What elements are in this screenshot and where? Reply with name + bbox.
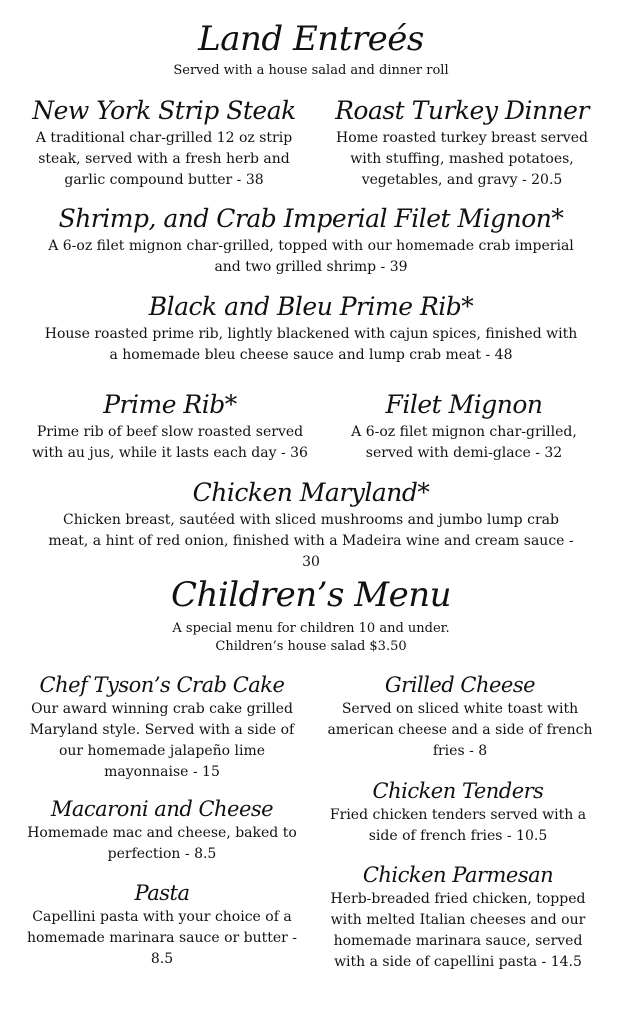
menu-item-chicken-tenders	[316, 780, 600, 847]
item-name: New York Strip Steak	[32, 96, 296, 125]
item-desc: Fried chicken tenders served with a side of french fries - 10.5	[329, 807, 587, 845]
item-name: Macaroni and Cheese	[50, 797, 274, 821]
menu-item-pasta	[24, 882, 300, 970]
menu-item-chicken-maryland	[24, 480, 598, 573]
children-section-header	[0, 575, 622, 656]
item-desc: Capellini pasta with your choice of a homemade marinara sauce or butter - 8.5	[26, 909, 298, 968]
item-name: Chicken Maryland*	[192, 478, 430, 507]
item-name: Prime Rib*	[103, 390, 237, 419]
item-desc: Prime rib of beef slow roasted served with au jus, while it lasts each day - 36	[32, 424, 308, 462]
item-name: Roast Turkey Dinner	[335, 96, 589, 125]
land-section-header	[0, 19, 622, 80]
land-title: Land Entreés	[198, 19, 424, 59]
menu-item-filet-mignon	[344, 392, 584, 464]
item-desc: A 6-oz filet mignon char-grilled, served with demi-glace - 32	[351, 424, 577, 462]
item-name: Grilled Cheese	[384, 673, 536, 697]
item-desc: Chicken breast, sautéed with sliced mushrooms and jumbo lump crab meat, a hint of red onion, finished with a Madeira wine and cream sauce - 30	[48, 512, 574, 571]
menu-item-black-bleu-prime-rib	[24, 294, 598, 366]
menu-item-mac-cheese	[24, 798, 300, 865]
item-name: Chicken Parmesan	[362, 863, 554, 887]
menu-item-chicken-parmesan	[316, 864, 600, 973]
item-desc: Herb-breaded fried chicken, topped with melted Italian cheeses and our homemade marinara sauce, served with a side of capellini pasta - 14.5	[330, 891, 586, 971]
menu-item-roast-turkey	[326, 98, 598, 191]
land-subtitle: Served with a house salad and dinner roll	[173, 62, 449, 78]
item-name: Chicken Tenders	[372, 779, 544, 803]
item-desc: Home roasted turkey breast served with stuffing, mashed potatoes, vegetables, and gravy - 20.5	[336, 130, 588, 189]
item-desc: A traditional char-grilled 12 oz strip steak, served with a fresh herb and garlic compound butter - 38	[35, 130, 293, 189]
menu-item-prime-rib	[30, 392, 310, 464]
item-desc: A 6-oz filet mignon char-grilled, topped with our homemade crab imperial and two grilled shrimp - 39	[48, 238, 574, 276]
menu-item-grilled-cheese	[322, 674, 598, 762]
menu-item-crab-cake	[24, 674, 300, 783]
item-desc: Served on sliced white toast with american cheese and a side of french fries - 8	[327, 701, 593, 760]
item-desc: Our award winning crab cake grilled Maryland style. Served with a side of our homemade jalapeño lime mayonnaise - 15	[29, 701, 295, 781]
children-subtitle-1: A special menu for children 10 and under.	[172, 620, 450, 636]
item-name: Filet Mignon	[385, 390, 543, 419]
item-name: Chef Tyson’s Crab Cake	[39, 673, 285, 697]
item-desc: House roasted prime rib, lightly blackened with cajun spices, finished with a homemade bleu cheese sauce and lump crab meat - 48	[44, 326, 578, 364]
item-name: Pasta	[134, 881, 190, 905]
item-name: Shrimp, and Crab Imperial Filet Mignon*	[58, 204, 564, 233]
children-subtitle-2: Children’s house salad $3.50	[215, 638, 407, 654]
menu-item-shrimp-crab-filet	[24, 206, 598, 278]
item-name: Black and Bleu Prime Rib*	[148, 292, 474, 321]
menu-item-ny-strip	[28, 98, 300, 191]
item-desc: Homemade mac and cheese, baked to perfection - 8.5	[27, 825, 297, 863]
children-title: Children’s Menu	[171, 575, 451, 615]
